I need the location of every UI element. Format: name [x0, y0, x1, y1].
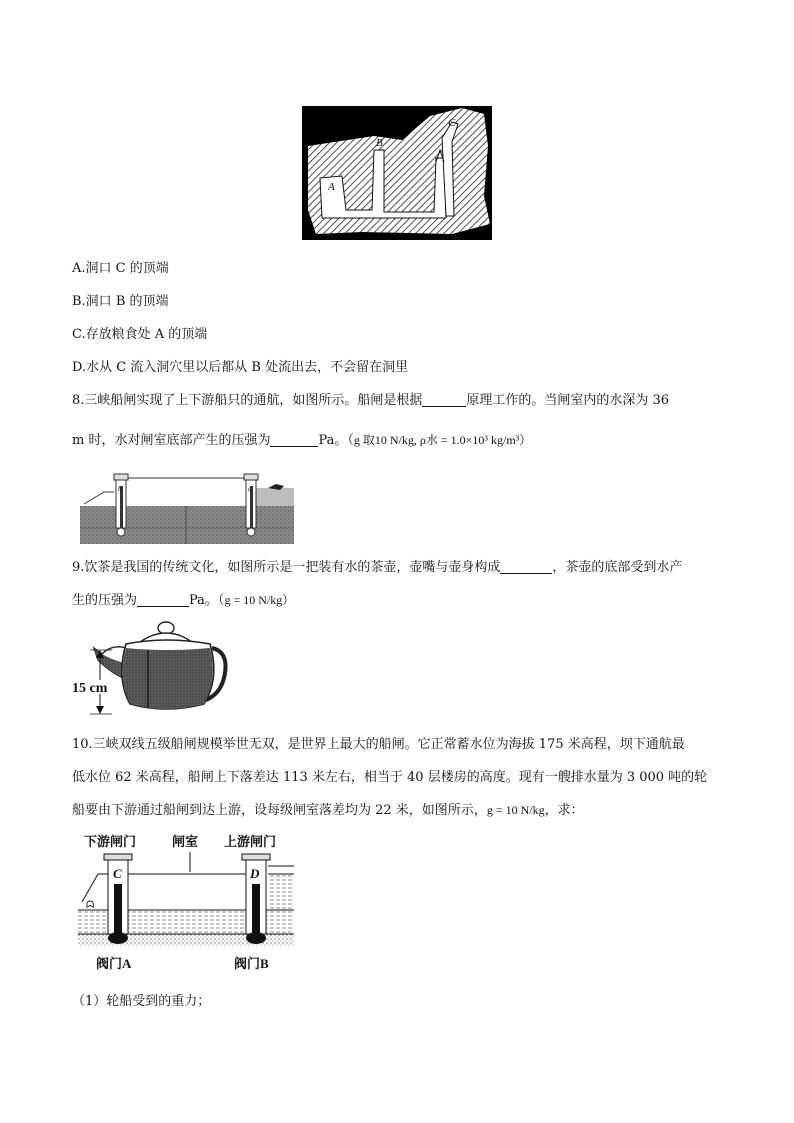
q9-blank-2 [137, 592, 189, 607]
lock-label-c: c [248, 485, 252, 493]
q10-sub-1: （1）轮船受到的重力； [72, 994, 211, 1009]
q8-text-b: 原理工作的。当闸室内的水深为 36 [466, 393, 670, 408]
q9-text-b: ，茶壶的底部受到水产 [552, 560, 683, 575]
q9-text-d: Pa。（ [189, 593, 225, 608]
q10-given: g = 10 N/kg [486, 803, 545, 817]
teapot-depth-label: 15 cm [72, 681, 108, 696]
q8-given: g 取10 N/kg, ρ水 = 1.0×10³ kg/m³） [353, 433, 532, 447]
option-b: B.洞口 B 的顶端 [72, 294, 169, 309]
upstream-gate-label: 上游闸门 [224, 834, 277, 849]
duck-icon: ᗣ [86, 900, 95, 911]
q8-blank-1 [422, 392, 466, 407]
valve-a-label: 阀门A [96, 956, 132, 971]
q10-line-1: 10.三峡双线五级船闸规模举世无双，是世界上最大的船闸。它正常蓄水位为海拔 175 米高程，坝下通航最 [72, 737, 685, 752]
q8-text-c: m 时，水对闸室底部产生的压强为 [72, 433, 271, 448]
lock-label-d: D [250, 866, 260, 881]
ship-lock-labeled-figure [78, 830, 294, 976]
question-9-line-1 [72, 558, 682, 578]
q8-text-a: 8.三峡船闸实现了上下游船只的通航，如图所示。船闸是根据 [72, 393, 423, 408]
valve-b-label: 阀门B [234, 956, 269, 971]
question-9-line-2 [72, 590, 294, 611]
ship-lock-figure [80, 470, 294, 544]
option-d: D.水从 C 流入洞穴里以后都从 B 处流出去，不会留在洞里 [72, 360, 409, 375]
question-10-line-3 [72, 800, 584, 821]
q10-text-b: ，求： [544, 803, 584, 818]
lock-label-b: b [118, 485, 122, 493]
downstream-gate-label: 下游闸门 [84, 834, 137, 849]
question-8-line-2 [72, 430, 531, 451]
q9-text-a: 9.饮茶是我国的传统文化，如图所示是一把装有水的茶壶，壶嘴与壶身构成 [72, 560, 501, 575]
cave-figure [302, 106, 492, 240]
q8-blank-2 [270, 432, 318, 447]
chamber-label: 闸室 [172, 834, 199, 849]
question-8-line-1 [72, 391, 669, 411]
option-c: C.存放粮食处 A 的顶端 [72, 327, 208, 342]
lock-label-c: C [113, 866, 122, 881]
q10-text-a: 船要由下游通过船闸到达上游，设每级闸室落差均为 22 米，如图所示， [72, 803, 487, 818]
cave-label-c: C [448, 117, 456, 129]
teapot-figure [72, 618, 232, 718]
q10-line-2: 低水位 62 米高程，船闸上下落差达 113 米左右，相当于 40 层楼房的高度。现有一艘排水量为 3 000 吨的轮 [72, 770, 708, 785]
q9-blank-1 [500, 559, 552, 574]
q9-text-c: 生的压强为 [72, 593, 138, 608]
cave-label-a: A [328, 181, 335, 193]
option-a: A.洞口 C 的顶端 [72, 261, 169, 276]
q9-given: g = 10 N/kg） [224, 593, 295, 607]
cave-label-b: B [376, 137, 383, 149]
q8-text-d: Pa。（ [318, 433, 354, 448]
